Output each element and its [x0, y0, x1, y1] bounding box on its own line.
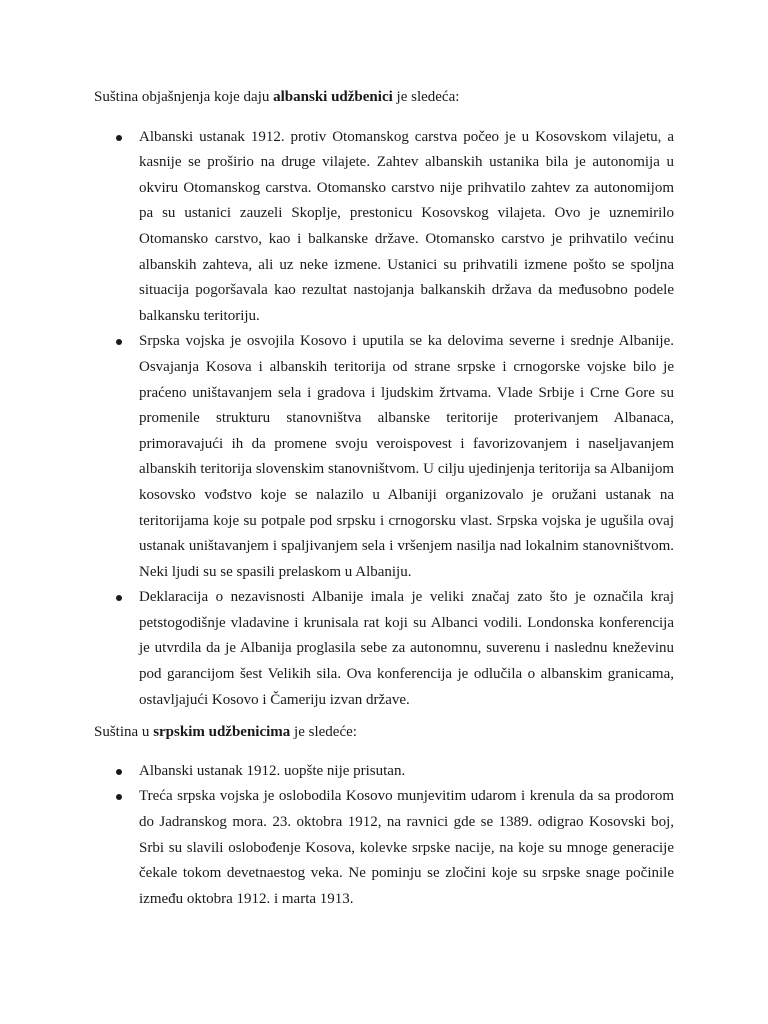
intro-suffix: je sledeća:	[392, 89, 460, 105]
list-item-text: Treća srpska vojska je oslobodila Kosovo munjevitim udarom i krenula da sa prodorom do Jadranskog mora. 23. oktobra 1912, na ravnici gde se 1389. odigrao Kosovski boj, Srbi su slavili oslobođenje Kosova, kolevke srpske nacije, na koje su mnoge generacije čekale tokom devetnaestog veka. Ne pominju se zločini koje su srpske snage počinile između oktobra 1912. i marta 1913.	[139, 788, 674, 907]
list-item-text: Albanski ustanak 1912. protiv Otomanskog carstva počeo je u Kosovskom vilajetu, a kasnije se proširio na druge vilajete. Zahtev albanskih ustanika bila je autonomija u okviru Otomanskog carstva. Otomansko carstvo nije prihvatilo zahtev za autonomijom pa su ustanici zauzeli Skoplje, prestonicu Kosovskog vilajeta. Ovo je uznemirilo Otomansko carstvo, kao i balkanske države. Otomansko carstvo je prihvatilo većinu albanskih zahteva, ali uz neke izmene. Ustanici su prihvatili izmene pošto se spoljna situacija pogoršavala kao rezultat nastojanja balkanskih država da međusobno podele balkansku teritoriju.	[139, 128, 674, 324]
list-item-text: Deklaracija o nezavisnosti Albanije imala je veliki značaj zato što je označila kraj petstogodišnje vladavine i krunisala rat koji su Albanci vodili. Londonska konferencija je utvrdila da je Albanija proglasila sebe za autonomnu, suverenu i naslednu kneževinu pod garancijom šest Velikih sila. Ova konferencija je odlučila o albanskim granicama, ostavljajući Kosovo i Čameriju izvan države.	[139, 589, 674, 708]
albanian-textbooks-bullet-list	[94, 125, 674, 714]
list-item	[94, 125, 674, 330]
intro-bold-term: albanski udžbenici	[273, 89, 393, 105]
bullet-icon	[116, 794, 122, 800]
document-body	[94, 85, 674, 912]
serbian-textbooks-bullet-list	[94, 759, 674, 913]
list-item	[94, 784, 674, 912]
bullet-icon	[116, 135, 122, 141]
intro-bold-term: srpskim udžbenicima	[153, 724, 291, 741]
section-intro-albanian-textbooks	[94, 85, 674, 111]
bullet-icon	[116, 769, 122, 775]
list-item-text: Albanski ustanak 1912. uopšte nije prisutan.	[139, 762, 406, 779]
intro-prefix: Suština u	[94, 724, 154, 741]
section-intro-serbian-textbooks	[94, 720, 674, 746]
intro-suffix: je sledeće:	[290, 724, 357, 741]
list-item	[94, 329, 674, 585]
list-item	[94, 759, 674, 785]
bullet-icon	[116, 595, 122, 601]
intro-prefix: Suština objašnjenja koje daju	[94, 89, 274, 105]
bullet-icon	[116, 339, 122, 345]
list-item	[94, 585, 674, 713]
list-item-text: Srpska vojska je osvojila Kosovo i uputila se ka delovima severne i srednje Albanije. Osvajanja Kosova i albanskih teritorija od strane srpske i crnogorske vojske bilo je praćeno uništavanjem sela i gradova i ljudskim žrtvama. Vlade Srbije i Crne Gore su promenile strukturu stanovništva albanske teritorije proterivanjem Albanaca, primoravajući ih da promene svoju veroispovest i favorizovanjem i naseljavanjem albanskih teritorija slovenskim stanovništvom. U cilju ujedinjenja teritorija sa Albanijom kosovsko vođstvo koje se nalazilo u Albaniji organizovalo je oružani ustanak na teritorijama koje su potpale pod srpsku i crnogorsku vlast. Srpska vojska je ugušila ovaj ustanak uništavanjem i spaljivanjem sela i vršenjem nasilja nad lokalnim stanovništvom. Neki ljudi su se spasili prelaskom u Albaniju.	[139, 333, 674, 580]
